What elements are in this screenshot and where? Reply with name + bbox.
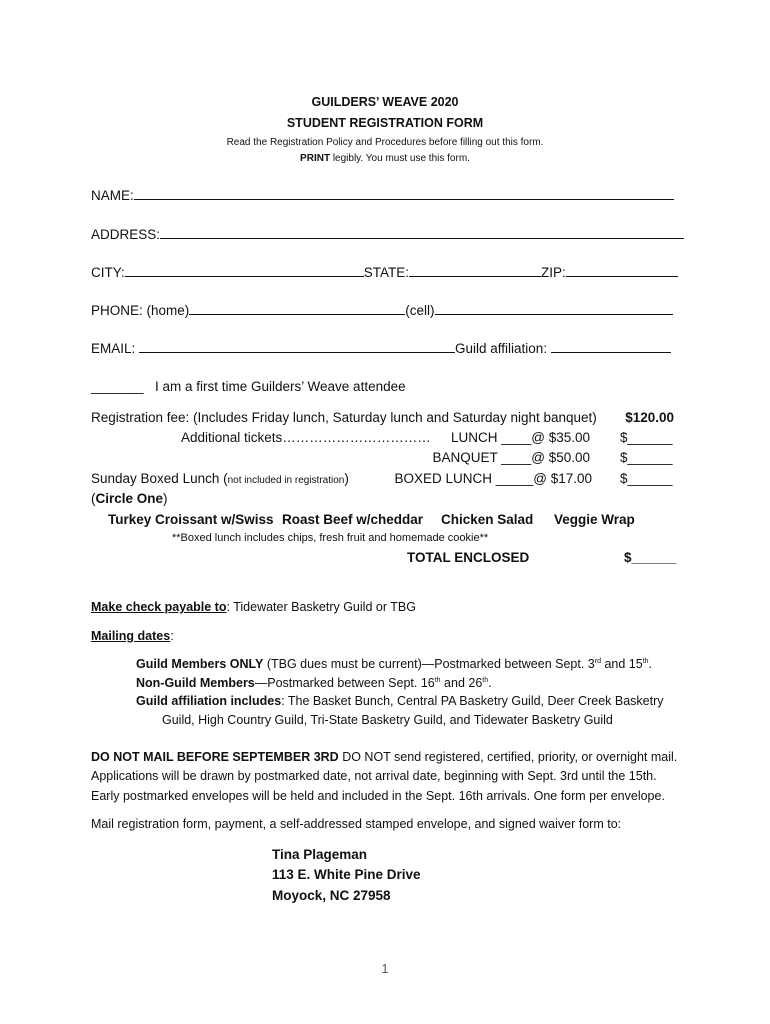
instruction-line-1: Read the Registration Policy and Procedures before filling out this form. bbox=[226, 137, 544, 148]
instruction-rest: legibly. You must use this form. bbox=[330, 153, 470, 164]
circle-one bbox=[91, 491, 168, 506]
guild-members-line bbox=[136, 657, 652, 671]
notice-line-1 bbox=[91, 750, 677, 764]
zip-blank[interactable] bbox=[566, 264, 678, 277]
form-subtitle: STUDENT REGISTRATION FORM bbox=[286, 116, 484, 130]
members-rest: (TBG dues must be current)—Postmarked between Sept. 3 bbox=[263, 657, 595, 671]
phone-cell-blank[interactable] bbox=[435, 302, 673, 315]
boxed-lunch-total[interactable]: $______ bbox=[620, 471, 673, 486]
boxed-lunch-note: **Boxed lunch includes chips, fresh fruit and homemade cookie** bbox=[172, 532, 489, 544]
city-state-zip-row bbox=[91, 264, 678, 280]
name-blank[interactable] bbox=[134, 187, 674, 200]
option-veggie-wrap[interactable]: Veggie Wrap bbox=[554, 512, 635, 527]
banquet-line: BANQUET ____@ $50.00 bbox=[432, 450, 590, 465]
notice-line-3: Early postmarked envelopes will be held and included in the Sept. 16th arrivals. One form per envelope. bbox=[91, 789, 665, 803]
affil-label: Guild affiliation includes bbox=[136, 694, 282, 708]
option-chicken-salad[interactable]: Chicken Salad bbox=[441, 512, 534, 527]
non-end: . bbox=[488, 676, 492, 690]
payment-line bbox=[91, 600, 416, 614]
address-city: Moyock, NC 27958 bbox=[272, 888, 391, 903]
phone-home-blank[interactable] bbox=[189, 302, 405, 315]
lunch-line: LUNCH ____@ $35.00 bbox=[450, 430, 590, 445]
circle-label: Circle One bbox=[95, 491, 164, 506]
payment-payee: Tidewater Basketry Guild or TBG bbox=[233, 600, 416, 614]
email-row bbox=[91, 340, 671, 356]
lunch-total[interactable]: $______ bbox=[620, 430, 673, 445]
address-street: 113 E. White Pine Drive bbox=[272, 867, 421, 882]
total-enclosed-blank[interactable]: $______ bbox=[624, 550, 677, 565]
first-time-label: I am a first time Guilders’ Weave attendee bbox=[155, 379, 406, 394]
registration-amount: $120.00 bbox=[625, 410, 674, 425]
address-blank[interactable] bbox=[160, 226, 684, 239]
payment-label: Make check payable to bbox=[91, 600, 227, 614]
guild-label: Guild affiliation: bbox=[455, 341, 551, 356]
mailing-label: Mailing dates bbox=[91, 629, 171, 643]
guild-affiliation-line bbox=[136, 694, 664, 708]
name-label: NAME: bbox=[91, 188, 134, 203]
phone-home-label: PHONE: (home) bbox=[91, 303, 190, 318]
address-name: Tina Plageman bbox=[272, 847, 368, 862]
zip-label: ZIP: bbox=[541, 265, 566, 280]
state-blank[interactable] bbox=[409, 264, 541, 277]
members-and: and 15 bbox=[600, 657, 643, 671]
option-roast-beef[interactable]: Roast Beef w/cheddar bbox=[282, 512, 424, 527]
mailing-dates bbox=[91, 629, 174, 643]
mailing-colon: : bbox=[170, 629, 174, 643]
notice-rest: DO NOT send registered, certified, priority, or overnight mail. bbox=[338, 750, 678, 764]
circle-open: ( bbox=[91, 491, 96, 506]
payment-colon: : bbox=[226, 600, 234, 614]
non-guild-members-line bbox=[136, 676, 492, 690]
phone-cell-label: (cell) bbox=[405, 303, 435, 318]
sup-th: th bbox=[642, 657, 649, 665]
affil-rest: : The Basket Bunch, Central PA Basketry Guild, Deer Creek Basketry bbox=[281, 694, 664, 708]
banquet-total[interactable]: $______ bbox=[620, 450, 673, 465]
instruction-line-2 bbox=[0, 153, 770, 164]
additional-tickets: Additional tickets…………………………… bbox=[181, 430, 431, 445]
members-end: . bbox=[648, 657, 653, 671]
members-label: Guild Members ONLY bbox=[136, 657, 264, 671]
total-enclosed-label: TOTAL ENCLOSED bbox=[407, 550, 530, 565]
first-time-blank[interactable]: _______ bbox=[91, 379, 144, 394]
non-sup-1: th bbox=[434, 676, 441, 684]
guild-blank[interactable] bbox=[551, 340, 671, 353]
sunday-label: Sunday Boxed Lunch ( bbox=[91, 471, 228, 486]
page-number: 1 bbox=[381, 962, 389, 976]
phone-row bbox=[91, 302, 673, 318]
circle-close: ) bbox=[163, 491, 168, 506]
address-field[interactable] bbox=[91, 226, 684, 242]
sunday-boxed-lunch bbox=[91, 471, 349, 486]
email-label: EMAIL: bbox=[91, 341, 140, 356]
email-blank[interactable] bbox=[139, 340, 455, 353]
non-sup-2: th bbox=[482, 676, 489, 684]
city-blank[interactable] bbox=[125, 264, 364, 277]
sunday-note: not included in registration bbox=[227, 475, 345, 486]
form-title: GUILDERS’ WEAVE 2020 bbox=[311, 95, 459, 109]
guild-affiliation-line-2: Guild, High Country Guild, Tri-State Basketry Guild, and Tidewater Basketry Guild bbox=[162, 713, 613, 727]
sup-rd: rd bbox=[594, 657, 601, 665]
print-emphasis: PRINT bbox=[300, 153, 331, 164]
notice-bold: DO NOT MAIL BEFORE SEPTEMBER 3RD bbox=[91, 750, 339, 764]
state-label: STATE: bbox=[363, 265, 410, 280]
nonmembers-rest: —Postmarked between Sept. 16 bbox=[254, 676, 435, 690]
city-label: CITY: bbox=[91, 265, 125, 280]
notice-line-2: Applications will be drawn by postmarked date, not arrival date, beginning with Sept. 3rd until the 15th. bbox=[91, 769, 657, 783]
address-label: ADDRESS: bbox=[91, 227, 161, 242]
nonmembers-label: Non-Guild Members bbox=[136, 676, 255, 690]
non-and: and 26 bbox=[440, 676, 483, 690]
registration-fee: Registration fee: (Includes Friday lunch, Saturday lunch and Saturday night banquet) bbox=[91, 410, 597, 425]
notice-line-4: Mail registration form, payment, a self-addressed stamped envelope, and signed waiver form to: bbox=[91, 817, 622, 831]
sunday-close: ) bbox=[344, 471, 349, 486]
option-turkey[interactable]: Turkey Croissant w/Swiss bbox=[108, 512, 274, 527]
boxed-lunch-line: BOXED LUNCH _____@ $17.00 bbox=[394, 471, 592, 486]
name-field[interactable] bbox=[91, 187, 674, 203]
